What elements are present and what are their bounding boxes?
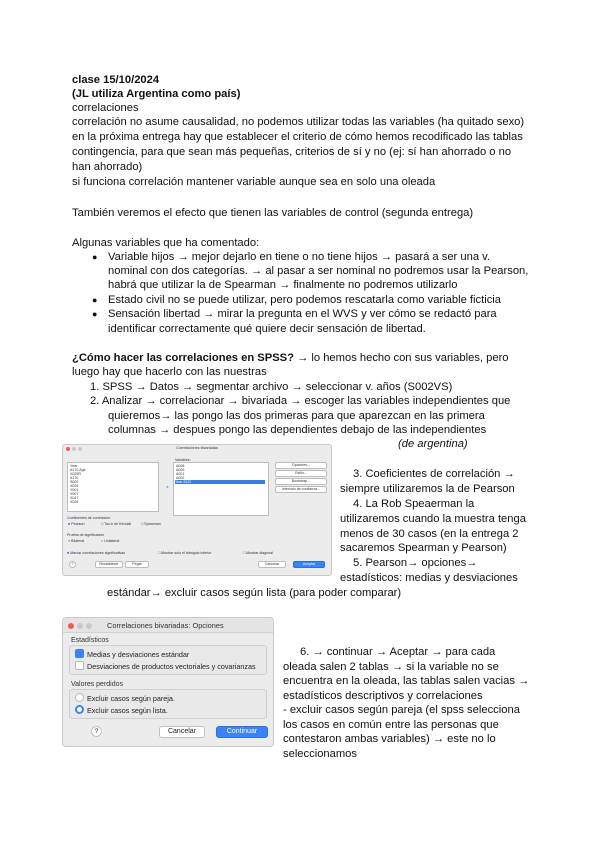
step-1: 1. SPSS → Datos → segmentar archivo → seleccionar v. años (S002VS): [90, 381, 453, 393]
text-line: si funciona correlación mantener variable aunque sea en solo una oleada: [72, 176, 436, 188]
list-item[interactable]: X047: [70, 496, 79, 500]
bullet-dot: ●: [92, 309, 98, 319]
step-3-cont: siempre utilizaremos la de Pearson: [340, 483, 515, 495]
crossproducts-checkbox[interactable]: Desviaciones de productos vectoriales y covarianzas: [75, 661, 256, 671]
bullet-text: Estado civil no se puede utilizar, pero podemos rescatarla como variable ficticia: [108, 294, 502, 306]
cancel-button[interactable]: Cancelar: [159, 726, 205, 738]
cancel-button[interactable]: Cancelar: [258, 561, 286, 568]
test-group-label: Prueba de significación: [67, 533, 105, 537]
checkbox-icon: [75, 661, 84, 670]
bullet-text: nominal con dos categorías. → al pasar a ser nominal no podremos usar la Pearson,: [108, 265, 529, 277]
bullet-dot: ●: [92, 252, 98, 262]
doc-subtitle: (JL utiliza Argentina como país): [72, 88, 241, 100]
bullet-text: habrá que utilizar la de Spearman → finalmente no podremos utilizarlo: [108, 279, 458, 291]
step-4: 4. La Rob Speaerman la: [353, 498, 475, 510]
text-line: correlación no asume causalidad, no podemos utilizar todas las variables (ha quitado sexo): [72, 116, 525, 128]
listwise-radio[interactable]: Excluir casos según lista.: [75, 705, 168, 715]
means-checkbox[interactable]: Medias y desviaciones estándar: [75, 649, 189, 659]
step-4-cont: menos de 30 casos (en la entrega 2: [340, 528, 519, 540]
bullet-text: Variable hijos → mejor dejarlo en tiene o no tiene hijos → pasará a ser una v.: [108, 251, 491, 263]
diagonal-checkbox[interactable]: □ Mostrar diagonal: [243, 551, 273, 555]
step-3: 3. Coeficientes de correlación →: [353, 468, 515, 480]
list-item[interactable]: A009: [176, 468, 185, 472]
step-6-cont: contestaron ambas variables) → este no lo: [283, 733, 496, 745]
unilateral-radio[interactable]: ○ Unilateral: [101, 539, 120, 543]
list-item[interactable]: A170: [70, 476, 79, 480]
coef-group-label: Coeficientes de correlación: [67, 516, 111, 520]
step-2-cont: quieremos→ las pongo las dos primeras para que aparezcan en las primera: [108, 410, 485, 422]
step-6-cont: seleccionamos: [283, 748, 357, 760]
bullet-dot: ●: [92, 295, 98, 305]
text-line: contingencia, para que sean más pequeñas, criterios de sí y no (ej: sí han ahorrado o no: [72, 146, 512, 158]
spss-line2: luego hay que hacerlo con las nuestras: [72, 366, 267, 378]
spss-heading: ¿Cómo hacer las correlaciones en SPSS?: [72, 352, 294, 364]
step-6-cont: estadísticos descriptivos y correlaciones: [283, 690, 483, 702]
text-line: en la próxima entrega hay que establecer el criterio de cómo hemos recodificado las tablas: [72, 131, 523, 143]
selected-variable[interactable]: Year 2022: [175, 480, 265, 484]
de-argentina: (de argentina): [398, 438, 468, 450]
close-dot-icon: [68, 623, 74, 629]
list-item[interactable]: X025R: [70, 472, 81, 476]
options-dialog-screenshot: [62, 617, 274, 747]
stats-group: [69, 645, 267, 675]
list-item[interactable]: Y001: [70, 488, 79, 492]
step-6-cont: los casos en común entre las personas que: [283, 719, 499, 731]
spss-rest: → lo hemos hecho con sus variables, pero: [293, 352, 509, 364]
paste-button[interactable]: Pegar: [125, 561, 149, 568]
options-button[interactable]: Opciones...: [275, 462, 327, 469]
bilateral-radio[interactable]: ● Bilateral: [68, 539, 85, 543]
missing-group: [69, 689, 267, 719]
step-6-cont: encuentra en la oleada, las tablas salen vacias →: [283, 675, 530, 687]
dialog-titlebar: [63, 618, 273, 633]
step-6-cont: - excluir casos según pareja (el spss selecciona: [283, 704, 520, 716]
control-line: También veremos el efecto que tienen las variables de control (segunda entrega): [72, 207, 474, 219]
step-5-cont: estándar→ excluir casos según lista (para poder comparar): [107, 587, 402, 599]
list-item[interactable]: A008: [176, 464, 185, 468]
list-item[interactable]: X025: [70, 484, 79, 488]
move-arrow-icon[interactable]: ➤: [166, 485, 170, 489]
help-button[interactable]: ?: [69, 561, 76, 568]
dialog-title: Correlaciones bivariadas: Opciones: [107, 621, 224, 630]
vars-intro: Algunas variables que ha comentado:: [72, 237, 260, 249]
lower-triangle-checkbox[interactable]: □ Mostrar solo el triángulo inferior: [158, 551, 212, 555]
bullet-text: Sensación libertad → mirar la pregunta en el WVS y ver cómo se redactó para: [108, 308, 497, 320]
dialog-title: Correlaciones bivariadas: [176, 446, 218, 450]
list-item[interactable]: A170 Age: [70, 468, 86, 472]
radio-selected-icon: [75, 705, 84, 714]
missing-group-label: Valores perdidos: [71, 681, 124, 688]
step-6-cont: oleada salen 2 tablas → si la variable no se: [283, 661, 499, 673]
step-5-cont: estadísticos: medias y desviaciones: [340, 572, 518, 584]
bootstrap-button[interactable]: Bootstrap...: [275, 478, 327, 485]
variables-label: Variables:: [175, 458, 191, 462]
step-4-cont: utilizaremos cuando la muestra tenga: [340, 513, 526, 525]
list-item[interactable]: X007: [70, 492, 79, 496]
checkbox-checked-icon: [75, 649, 84, 658]
text-line: correlaciones: [72, 102, 139, 114]
step-5: 5. Pearson→ opciones→: [353, 557, 478, 569]
text-line: han ahorrado): [72, 161, 143, 173]
kendall-checkbox[interactable]: □ Tau-b de Kendall: [101, 522, 132, 526]
source-variable-list[interactable]: [67, 462, 159, 512]
accept-button[interactable]: Aceptar: [293, 561, 325, 568]
reset-button[interactable]: Restablecer: [95, 561, 123, 568]
confidence-interval-button[interactable]: Intervalo de confianza...: [275, 486, 327, 493]
step-2-cont: columnas → despues pongo las dependientes debajo de las independientes: [108, 424, 487, 436]
pearson-checkbox[interactable]: ■ Pearson: [68, 522, 85, 526]
target-variable-list[interactable]: [173, 462, 269, 516]
list-item[interactable]: A001: [176, 472, 185, 476]
stats-group-label: Estadísticos: [71, 637, 109, 644]
step-6: 6. → continuar → Aceptar → para cada: [300, 646, 496, 658]
correlations-dialog-screenshot: [62, 444, 332, 576]
spearman-checkbox[interactable]: □ Spearman: [141, 522, 161, 526]
step-4-cont: sacaremos Spearman y Pearson): [340, 542, 507, 554]
pairwise-radio[interactable]: Excluir casos según pareja.: [75, 693, 175, 703]
list-item[interactable]: Year: [70, 464, 78, 468]
step-2: 2. Analizar → correlacionar → bivariada → escoger las variables independientes que: [90, 395, 511, 407]
bullet-text: identificar correctamente qué quiere decir sensación de libertad.: [108, 323, 426, 335]
spss-line: [72, 351, 509, 365]
list-item[interactable]: X028: [70, 500, 79, 504]
list-item[interactable]: S002: [70, 480, 79, 484]
style-button[interactable]: Estilo...: [275, 470, 327, 477]
list-item[interactable]: A002: [176, 476, 185, 480]
continue-button[interactable]: Continuar: [216, 726, 268, 738]
flag-checkbox[interactable]: ■ Marcar correlaciones significativas: [67, 551, 126, 555]
doc-title: clase 15/10/2024: [72, 74, 160, 86]
minimize-dot-icon: [77, 623, 83, 629]
radio-icon: [75, 693, 84, 702]
help-button[interactable]: ?: [91, 726, 102, 737]
zoom-dot-icon: [86, 623, 92, 629]
